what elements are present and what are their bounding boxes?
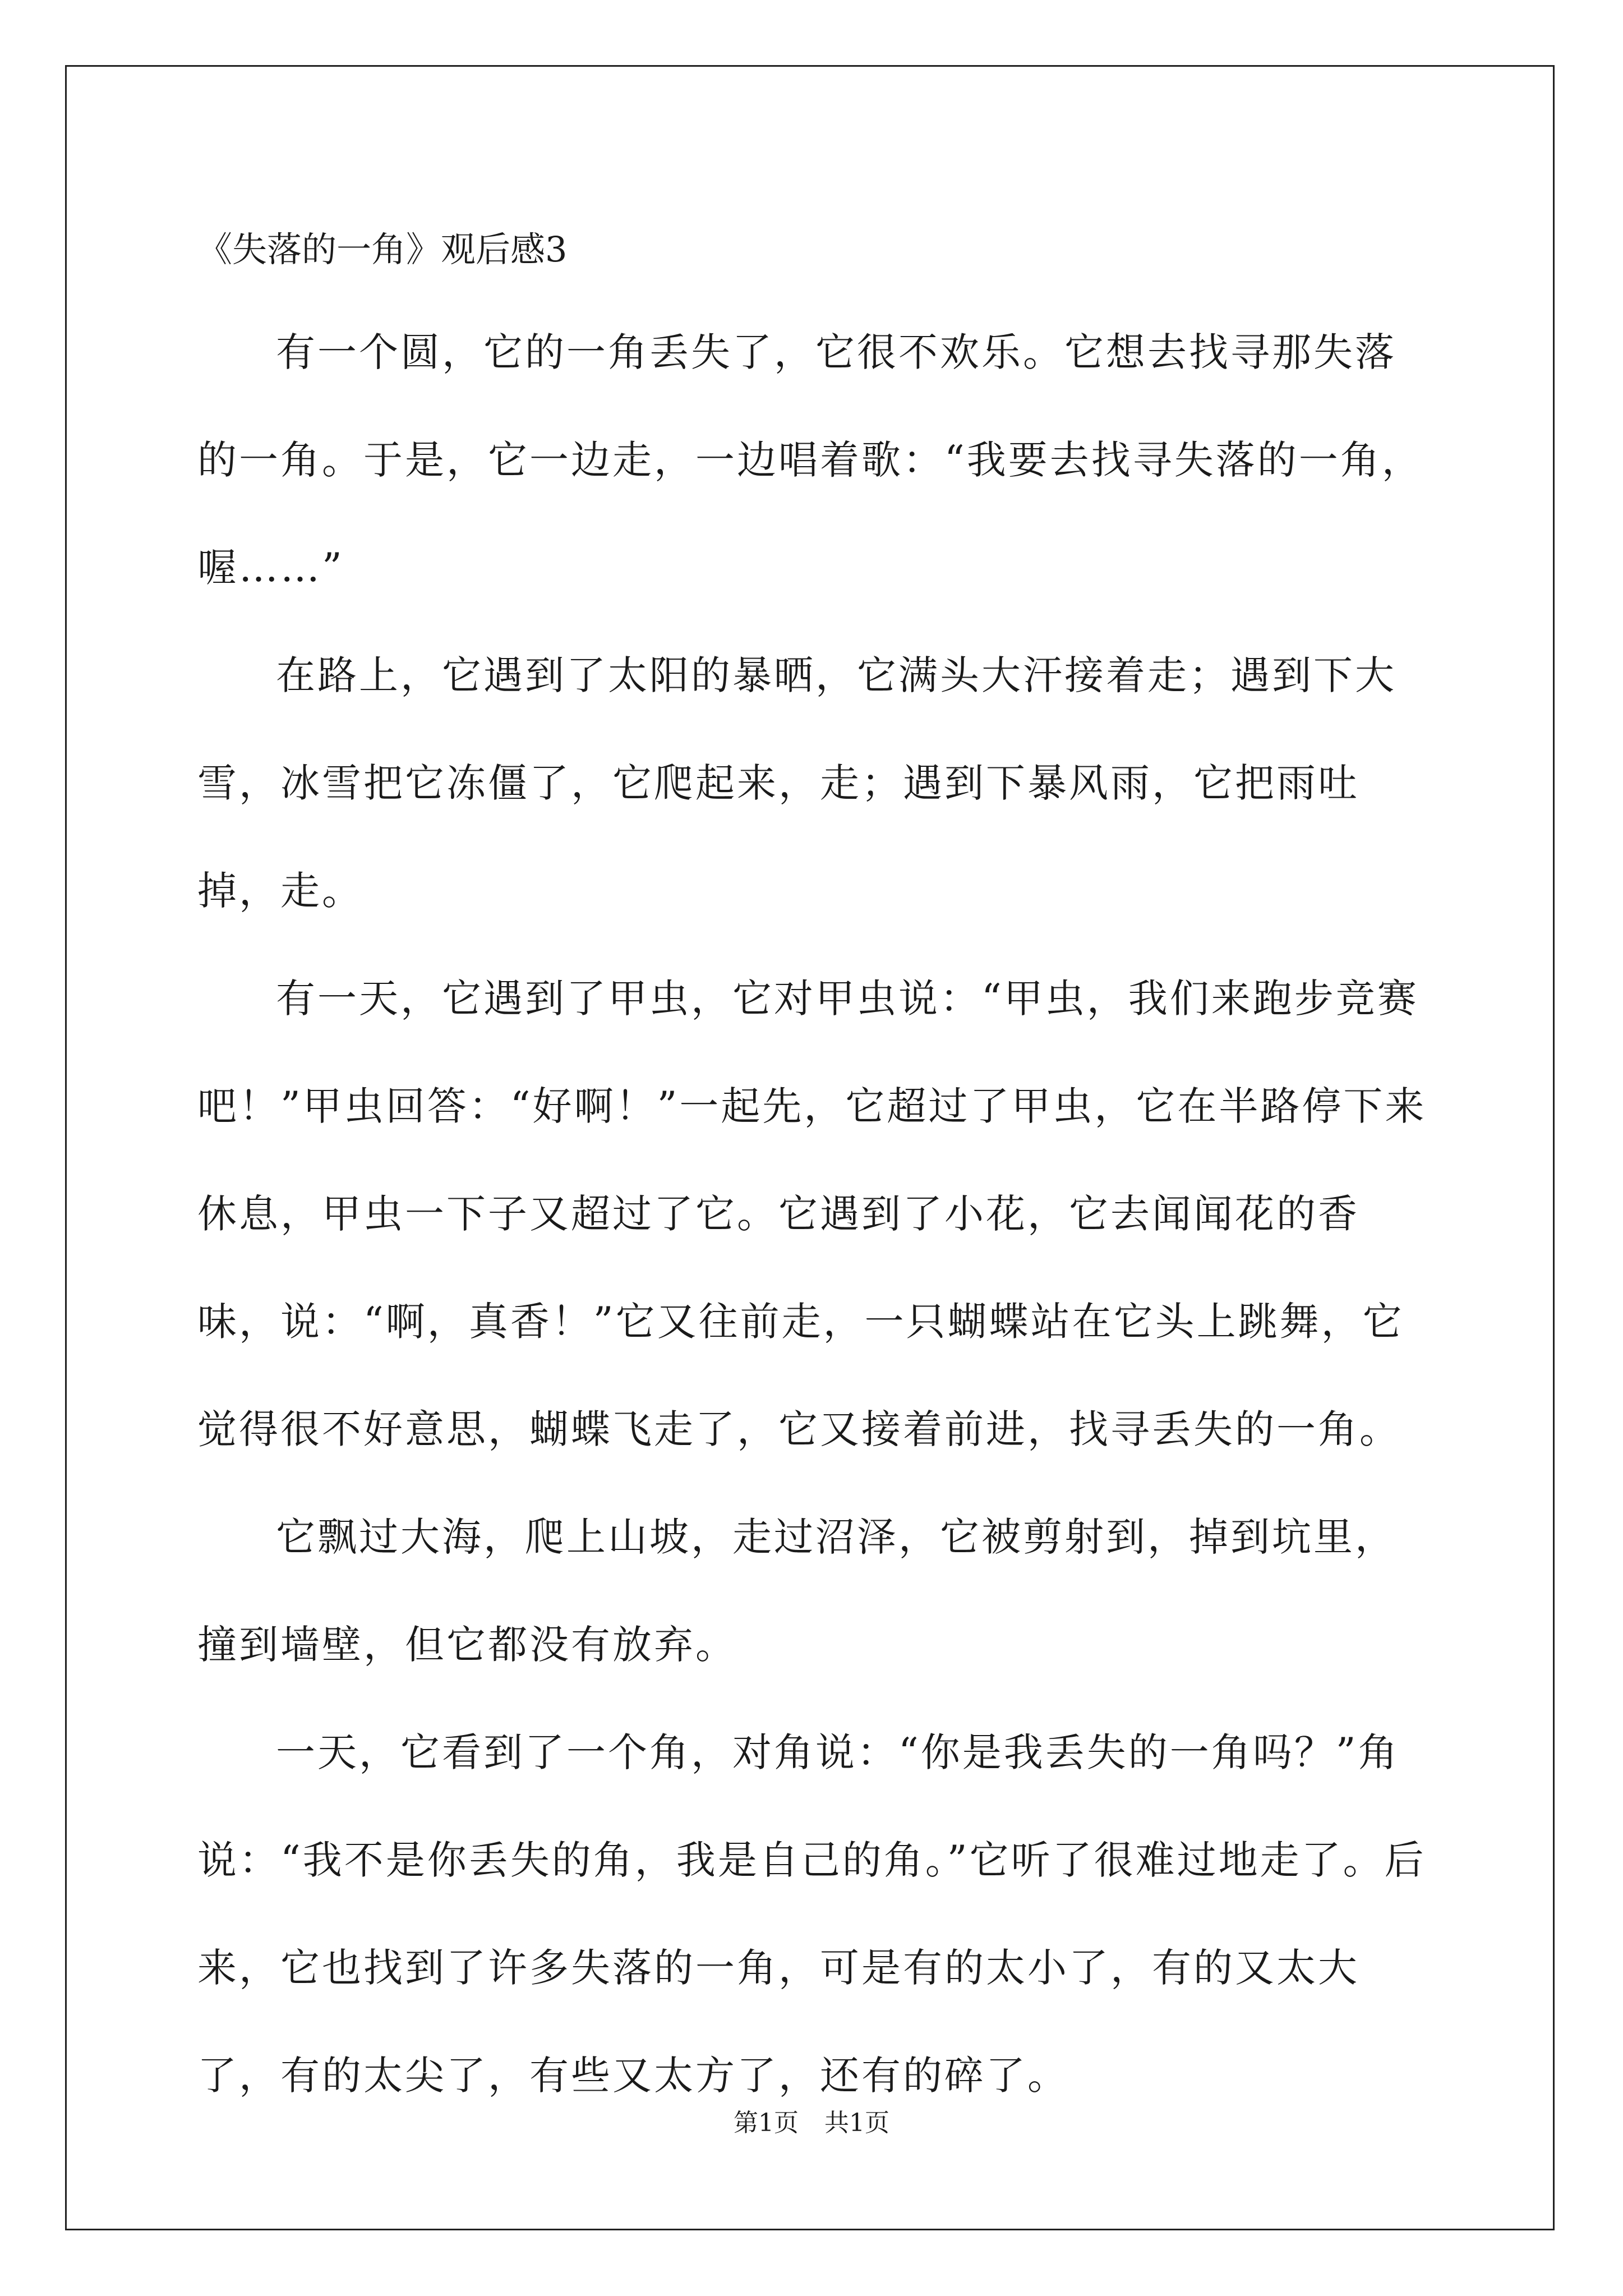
paragraph: 在路上，它遇到了太阳的暴晒，它满头大汗接着走；遇到下大雪，冰雪把它冻僵了，它爬起来，走；遇到下暴风雨，它把雨吐掉，走。 bbox=[197, 652, 1396, 914]
paragraph: 一天，它看到了一个角，对角说：“你是我丢失的一角吗？”角说：“我不是你丢失的角，我是自己的角。”它听了很难过地走了。后来，它也找到了许多失落的一角，可是有的太小了，有的又太大了，有的太尖了，有些又太方了，还有的碎了。 bbox=[197, 1729, 1426, 2099]
document-title: 《失落的一角》观后感3 bbox=[197, 229, 568, 270]
page-number-current: 第1页 bbox=[734, 2109, 799, 2137]
paragraph: 有一天，它遇到了甲虫，它对甲虫说：“甲虫，我们来跑步竞赛吧！”甲虫回答：“好啊！”一起先，它超过了甲虫，它在半路停下来休息，甲虫一下子又超过了它。它遇到了小花，它去闻闻花的香味，说：“啊，真香！”它又往前走，一只蝴蝶站在它头上跳舞，它觉得很不好意思，蝴蝶飞走了，它又接着前进，找寻丢失的一角。 bbox=[197, 976, 1427, 1452]
document-body bbox=[197, 224, 1431, 2129]
paragraph: 有一个圆，它的一角丢失了，它很不欢乐。它想去找寻那失落的一角。于是，它一边走，一边唱着歌：“我要去找寻失落的一角，喔……” bbox=[197, 329, 1423, 591]
page-footer bbox=[0, 2106, 1623, 2140]
paragraph: 它飘过大海，爬上山坡，走过沼泽，它被剪射到，掉到坑里，撞到墙壁，但它都没有放弃。 bbox=[197, 1514, 1396, 1668]
page-number-total: 共1页 bbox=[824, 2109, 889, 2137]
